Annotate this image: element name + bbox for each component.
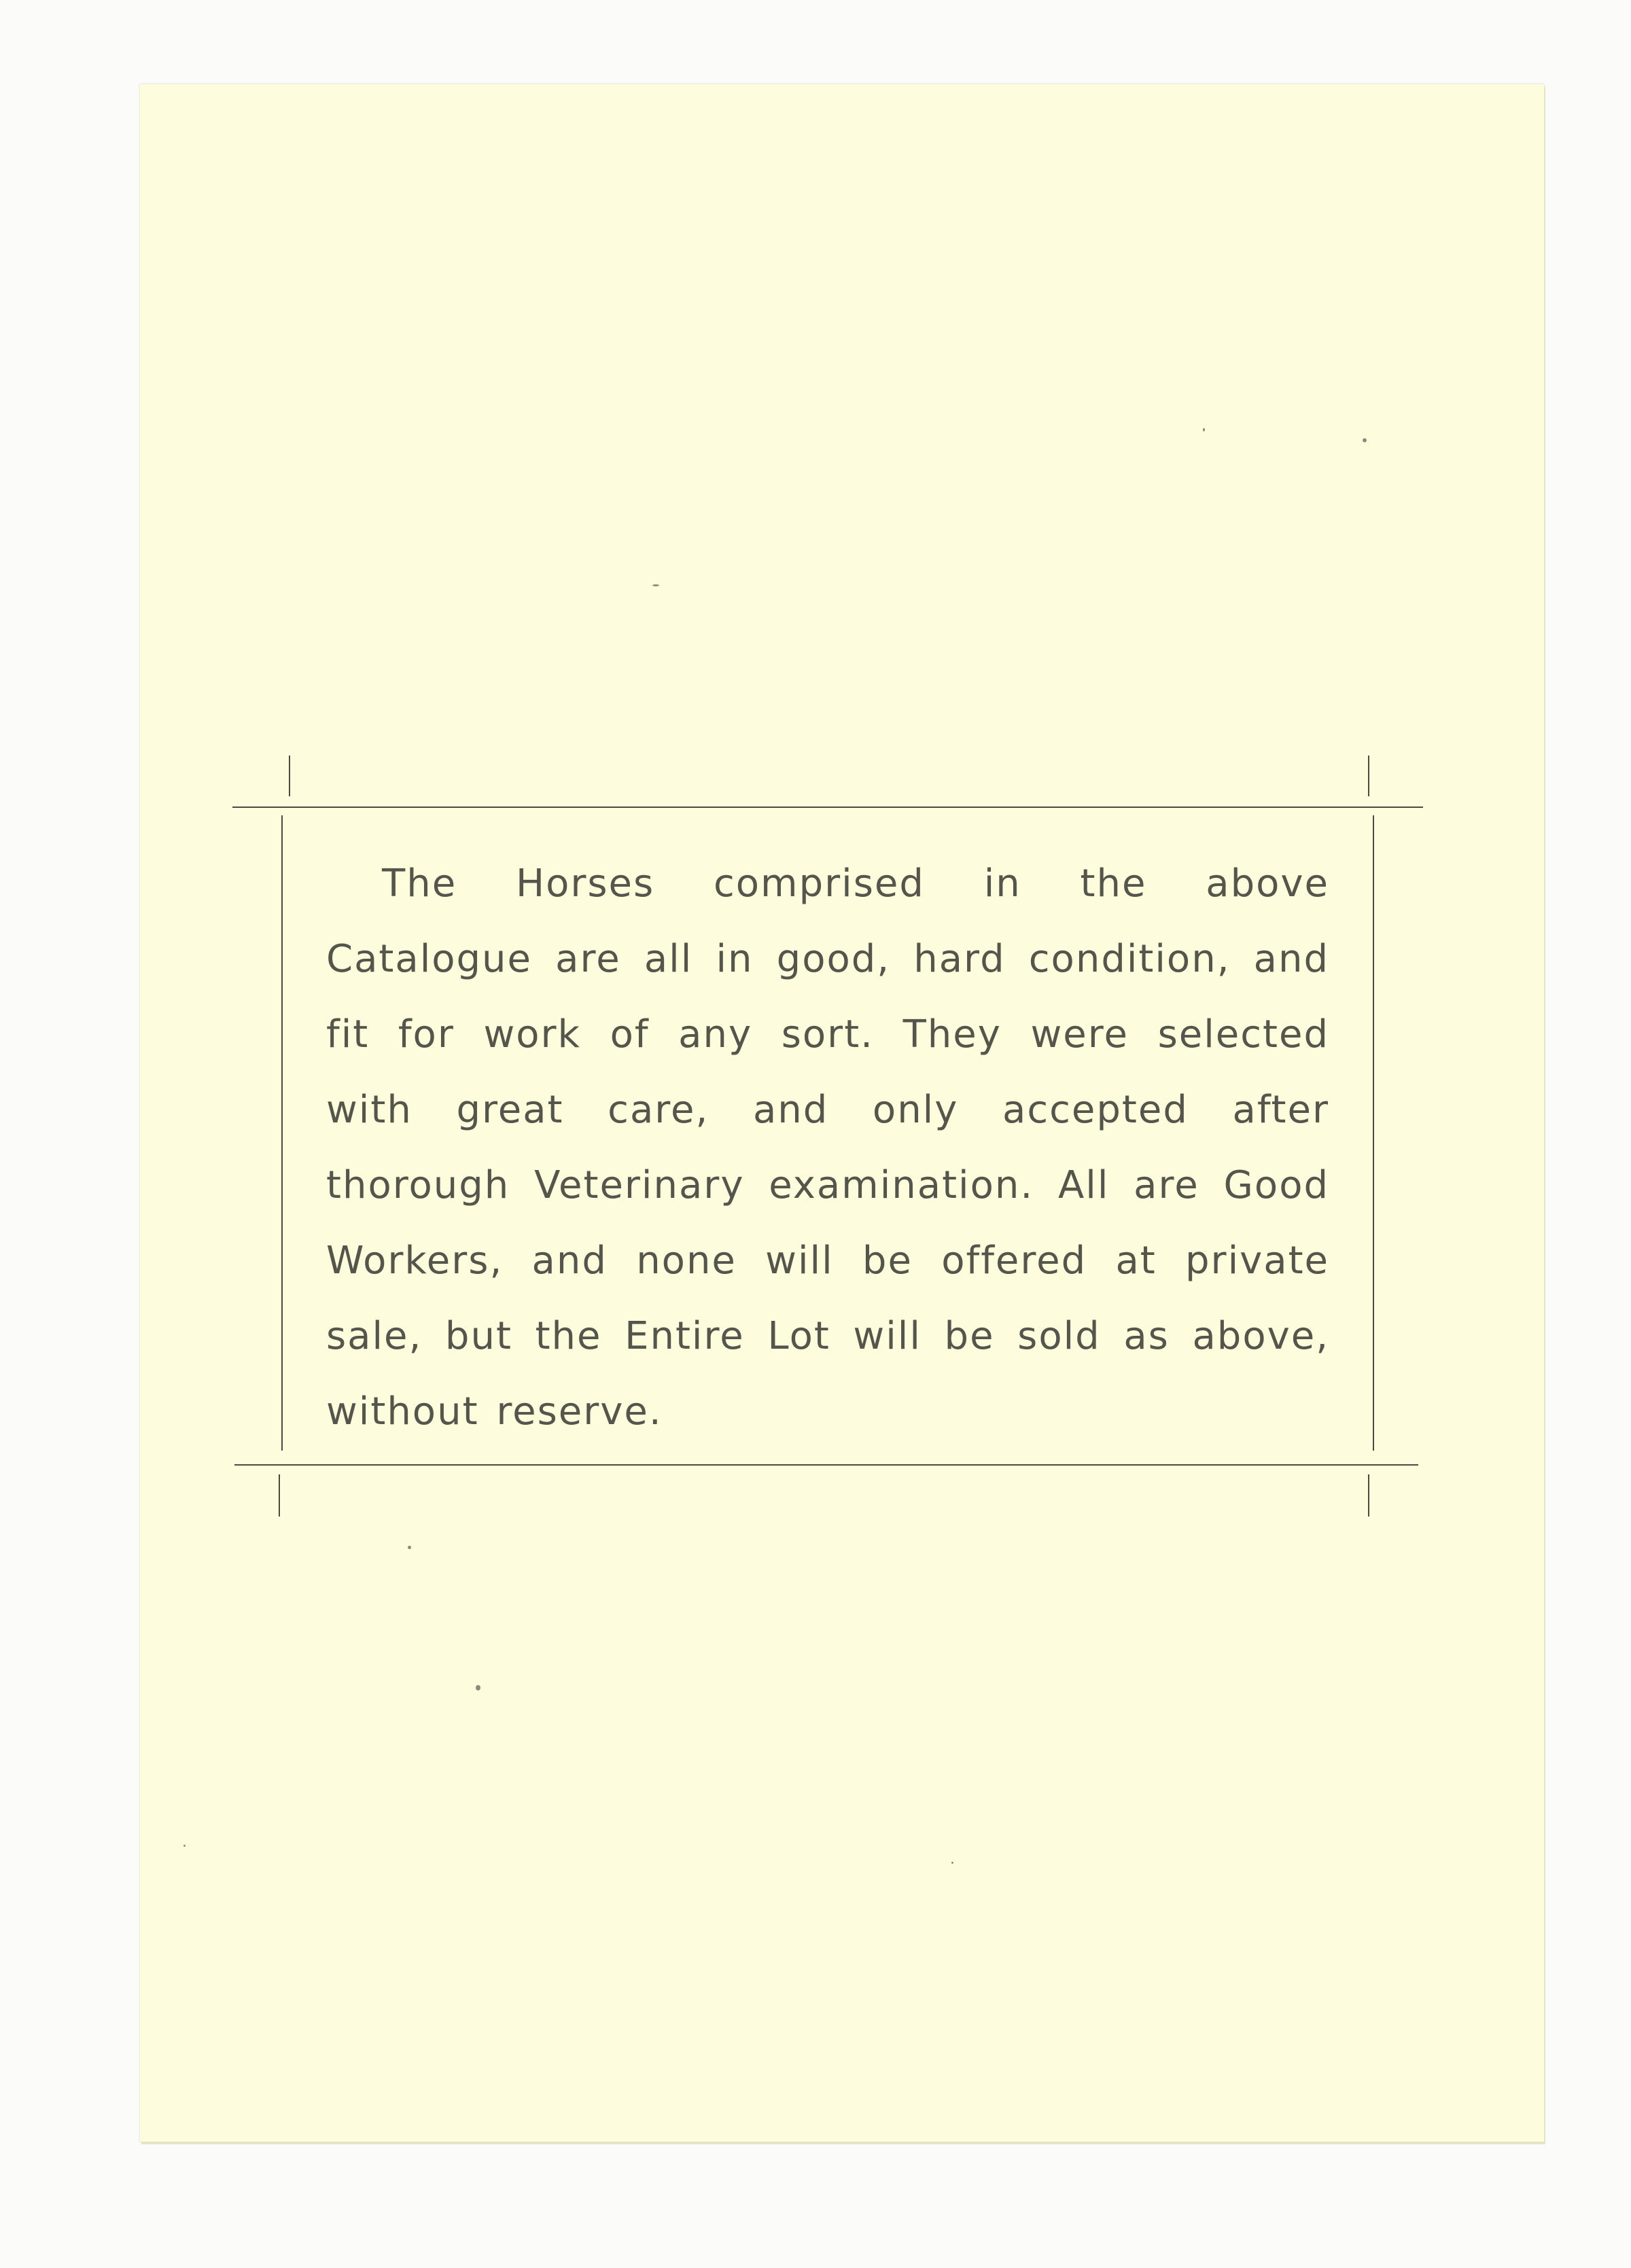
paper-speck: [1203, 428, 1205, 431]
paper-speck: [476, 1685, 480, 1690]
frame-corner-mark-bottom-right: [1368, 1474, 1369, 1517]
frame-bottom-rule: [234, 1464, 1418, 1466]
paper-speck: [1363, 438, 1367, 442]
frame-corner-mark-top-right: [1368, 756, 1369, 796]
frame-right-rule: [1373, 815, 1374, 1451]
paper-speck: [183, 1845, 186, 1847]
frame-corner-mark-top-left: [289, 756, 290, 796]
paper-speck: [408, 1546, 411, 1549]
paper-speck: [652, 584, 659, 586]
frame-top-rule: [232, 807, 1423, 808]
notice-paragraph: The Horses comprised in the above Catalogue are all in good, hard condition, and fit for work of any sort. They were selected with great care, and only accepted after thorough Veterinary examination. All are Good Workers, and none will be offered at private sale, but the Entire Lot will be sold as above, without reserve.: [326, 862, 1329, 1434]
frame-left-rule: [281, 815, 283, 1451]
paper-speck: [951, 1862, 953, 1864]
frame-corner-mark-bottom-left: [279, 1474, 280, 1517]
